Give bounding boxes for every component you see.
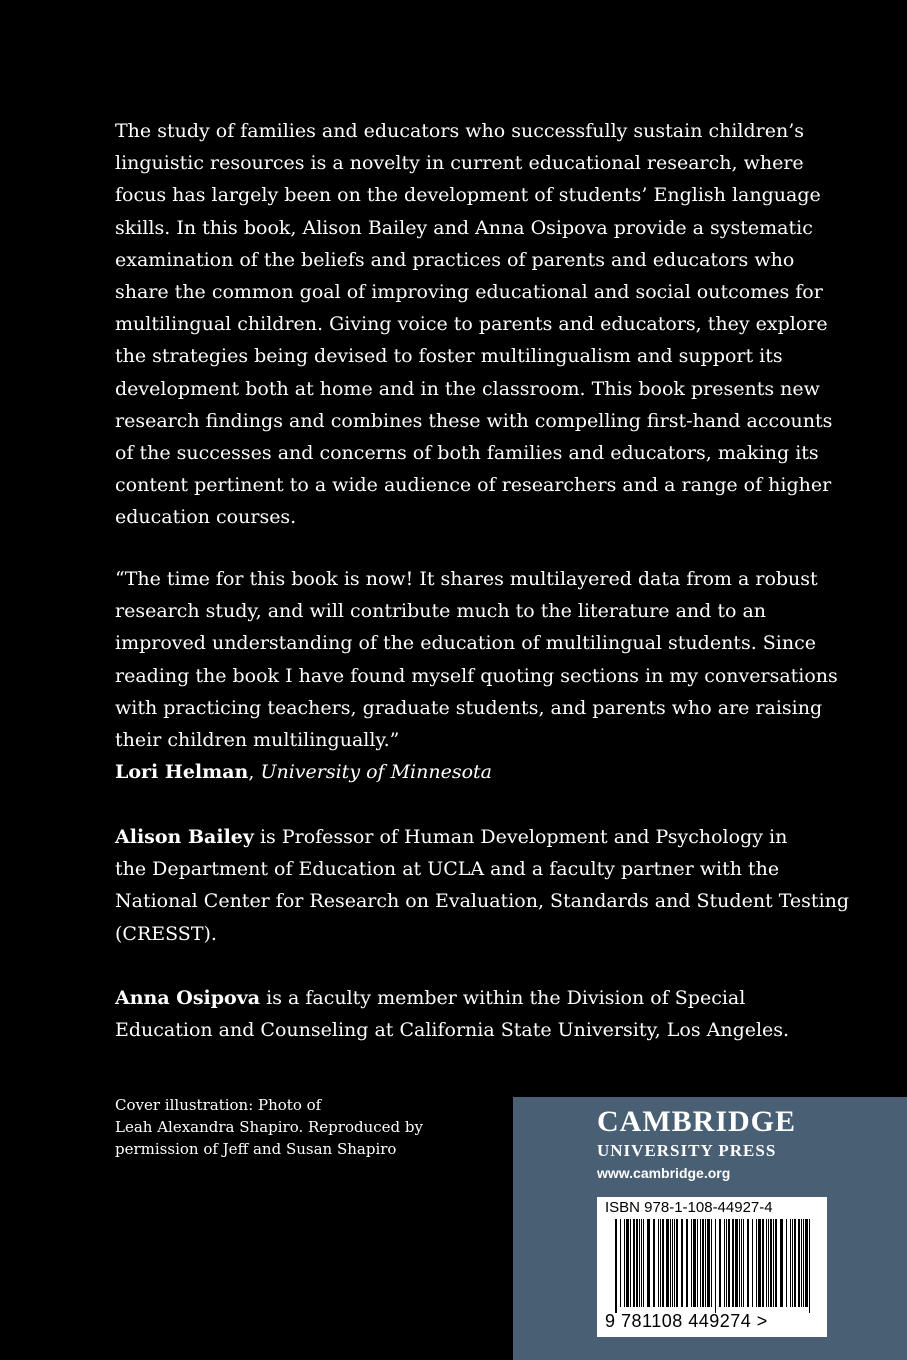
description-line: development both at home and in the classroom. This book presents new <box>115 377 820 400</box>
barcode-bar <box>747 1219 749 1307</box>
barcode-bar <box>702 1219 704 1307</box>
credit-line: permission of Jeff and Susan Shapiro <box>115 1140 397 1158</box>
barcode-bar <box>633 1219 635 1307</box>
barcode-bar <box>775 1219 777 1307</box>
barcode-bar <box>705 1219 706 1307</box>
description-line: The study of families and educators who successfully sustain children’s <box>115 120 805 142</box>
barcode-bar <box>615 1219 617 1313</box>
credit-line: Cover illustration: Photo of <box>115 1096 322 1114</box>
barcode-digits: 9 781108 449274 > <box>605 1311 768 1331</box>
quote-separator: , <box>248 761 261 784</box>
barcode-bar <box>647 1219 650 1307</box>
barcode-bar <box>792 1219 793 1307</box>
cover-credit <box>115 1094 423 1160</box>
quote-line: reading the book I have found myself quoting sections in my conversations <box>115 664 838 687</box>
description-line: skills. In this book, Alison Bailey and Anna Osipova provide a systematic <box>115 216 813 239</box>
isbn-label: ISBN 978-1-108-44927-4 <box>605 1199 773 1216</box>
publisher-subname: UNIVERSITY PRESS <box>597 1141 777 1160</box>
barcode-bar <box>719 1219 721 1307</box>
barcode-bar <box>662 1219 664 1307</box>
barcode-bar <box>766 1219 767 1307</box>
barcode-bar <box>639 1219 640 1307</box>
barcode-bar <box>735 1219 738 1307</box>
description-line: multilingual children. Giving voice to parents and educators, they explore <box>115 313 828 336</box>
barcode-bar <box>660 1219 661 1307</box>
barcode-bar <box>801 1219 802 1307</box>
barcode-bar <box>636 1219 638 1307</box>
barcode-bar <box>653 1219 655 1307</box>
barcode-bar <box>693 1219 696 1307</box>
barcode-bar <box>624 1219 625 1307</box>
quote-line: with practicing teachers, graduate students, and parents who are raising <box>115 696 823 719</box>
quote-author: Lori Helman <box>115 761 249 784</box>
description-line: examination of the beliefs and practices of parents and educators who <box>115 248 795 271</box>
description-line: share the common goal of improving educational and social outcomes for <box>115 281 823 304</box>
barcode-bar <box>803 1219 804 1307</box>
barcode-bar <box>726 1219 727 1307</box>
barcode-bar <box>790 1219 791 1307</box>
barcode-bar <box>758 1219 761 1307</box>
barcode-bar <box>691 1219 692 1307</box>
quote-text <box>115 563 838 756</box>
bio-osipova-line1: is a faculty member within the Division of Special <box>260 987 746 1009</box>
quote-line: research study, and will contribute much to the literature and to an <box>115 600 767 623</box>
publisher-panel <box>513 1097 907 1360</box>
barcode-bar <box>658 1219 659 1307</box>
barcode-bar <box>762 1219 764 1307</box>
barcode-bar <box>707 1219 710 1307</box>
author-name-osipova: Anna Osipova <box>115 987 261 1009</box>
barcode-bar <box>711 1219 712 1307</box>
barcode-bar <box>643 1219 644 1307</box>
description-line: education courses. <box>115 506 297 529</box>
quote-attribution <box>115 756 755 788</box>
quote-line: “The time for this book is now! It shares multilayered data from a robust <box>115 568 818 590</box>
barcode-bar <box>626 1219 629 1307</box>
bio-line: National Center for Research on Evaluation, Standards and Student Testing <box>115 890 850 913</box>
barcode-bar <box>674 1219 675 1307</box>
publisher-name: CAMBRIDGE <box>597 1105 797 1138</box>
quote-line: their children multilingually.” <box>115 729 400 752</box>
barcode-bar <box>728 1219 730 1307</box>
barcode-bar <box>681 1219 683 1307</box>
barcode-bar <box>620 1219 621 1307</box>
barcode-bar <box>756 1219 757 1307</box>
barcode-bar <box>630 1219 631 1307</box>
barcode-bar <box>768 1219 769 1307</box>
barcode-bar <box>752 1219 753 1307</box>
barcode-bar <box>798 1219 800 1307</box>
barcode-bar <box>666 1219 669 1307</box>
author-bio-bailey <box>115 821 850 950</box>
barcode-bar <box>686 1219 688 1307</box>
author-bio-osipova <box>115 982 790 1046</box>
barcode-bar <box>672 1219 673 1307</box>
barcode-bar <box>786 1219 787 1307</box>
barcode-bar <box>697 1219 698 1307</box>
publisher-url: www.cambridge.org <box>597 1165 731 1181</box>
barcode-icon <box>615 1219 815 1313</box>
credit-line: Leah Alexandra Shapiro. Reproduced by <box>115 1118 423 1136</box>
endorsement-quote <box>115 563 838 788</box>
barcode-bar <box>773 1219 774 1307</box>
barcode-bar <box>794 1219 796 1307</box>
barcode-bar <box>805 1219 808 1307</box>
author-name-bailey: Alison Bailey <box>115 826 254 848</box>
bio-bailey-line1: is Professor of Human Development and Psychology in <box>253 826 788 848</box>
description-line: research findings and combines these with compelling first-hand accounts <box>115 409 833 432</box>
description-line: linguistic resources is a novelty in current educational research, where <box>115 152 804 175</box>
bio-line: (CRESST). <box>115 922 217 945</box>
book-description <box>115 115 833 534</box>
quote-affiliation: University of Minnesota <box>260 761 493 784</box>
barcode-bar <box>641 1219 642 1307</box>
barcode-bar <box>676 1219 678 1307</box>
barcode-bar <box>743 1219 744 1307</box>
bio-line: the Department of Education at UCLA and a faculty partner with the <box>115 858 780 881</box>
barcode-bar <box>732 1219 734 1307</box>
barcode-bar <box>809 1219 810 1313</box>
description-line: content pertinent to a wide audience of researchers and a range of higher <box>115 474 832 497</box>
barcode-bar <box>780 1219 783 1307</box>
barcode-box <box>597 1197 827 1337</box>
bio-line: Education and Counseling at California State University, Los Angeles. <box>115 1019 790 1042</box>
barcode-bar <box>670 1219 671 1307</box>
description-line: focus has largely been on the development of students’ English language <box>115 184 821 207</box>
quote-line: improved understanding of the education of multilingual students. Since <box>115 632 816 655</box>
description-line: of the successes and concerns of both families and educators, making its <box>115 442 819 465</box>
description-line: the strategies being devised to foster multilingualism and support its <box>115 345 783 368</box>
barcode-bar <box>724 1219 725 1307</box>
barcode-bar <box>741 1219 742 1307</box>
barcode-bar <box>739 1219 740 1307</box>
barcode-bar <box>700 1219 701 1307</box>
barcode-bar <box>770 1219 772 1307</box>
barcode-bar <box>715 1219 716 1313</box>
